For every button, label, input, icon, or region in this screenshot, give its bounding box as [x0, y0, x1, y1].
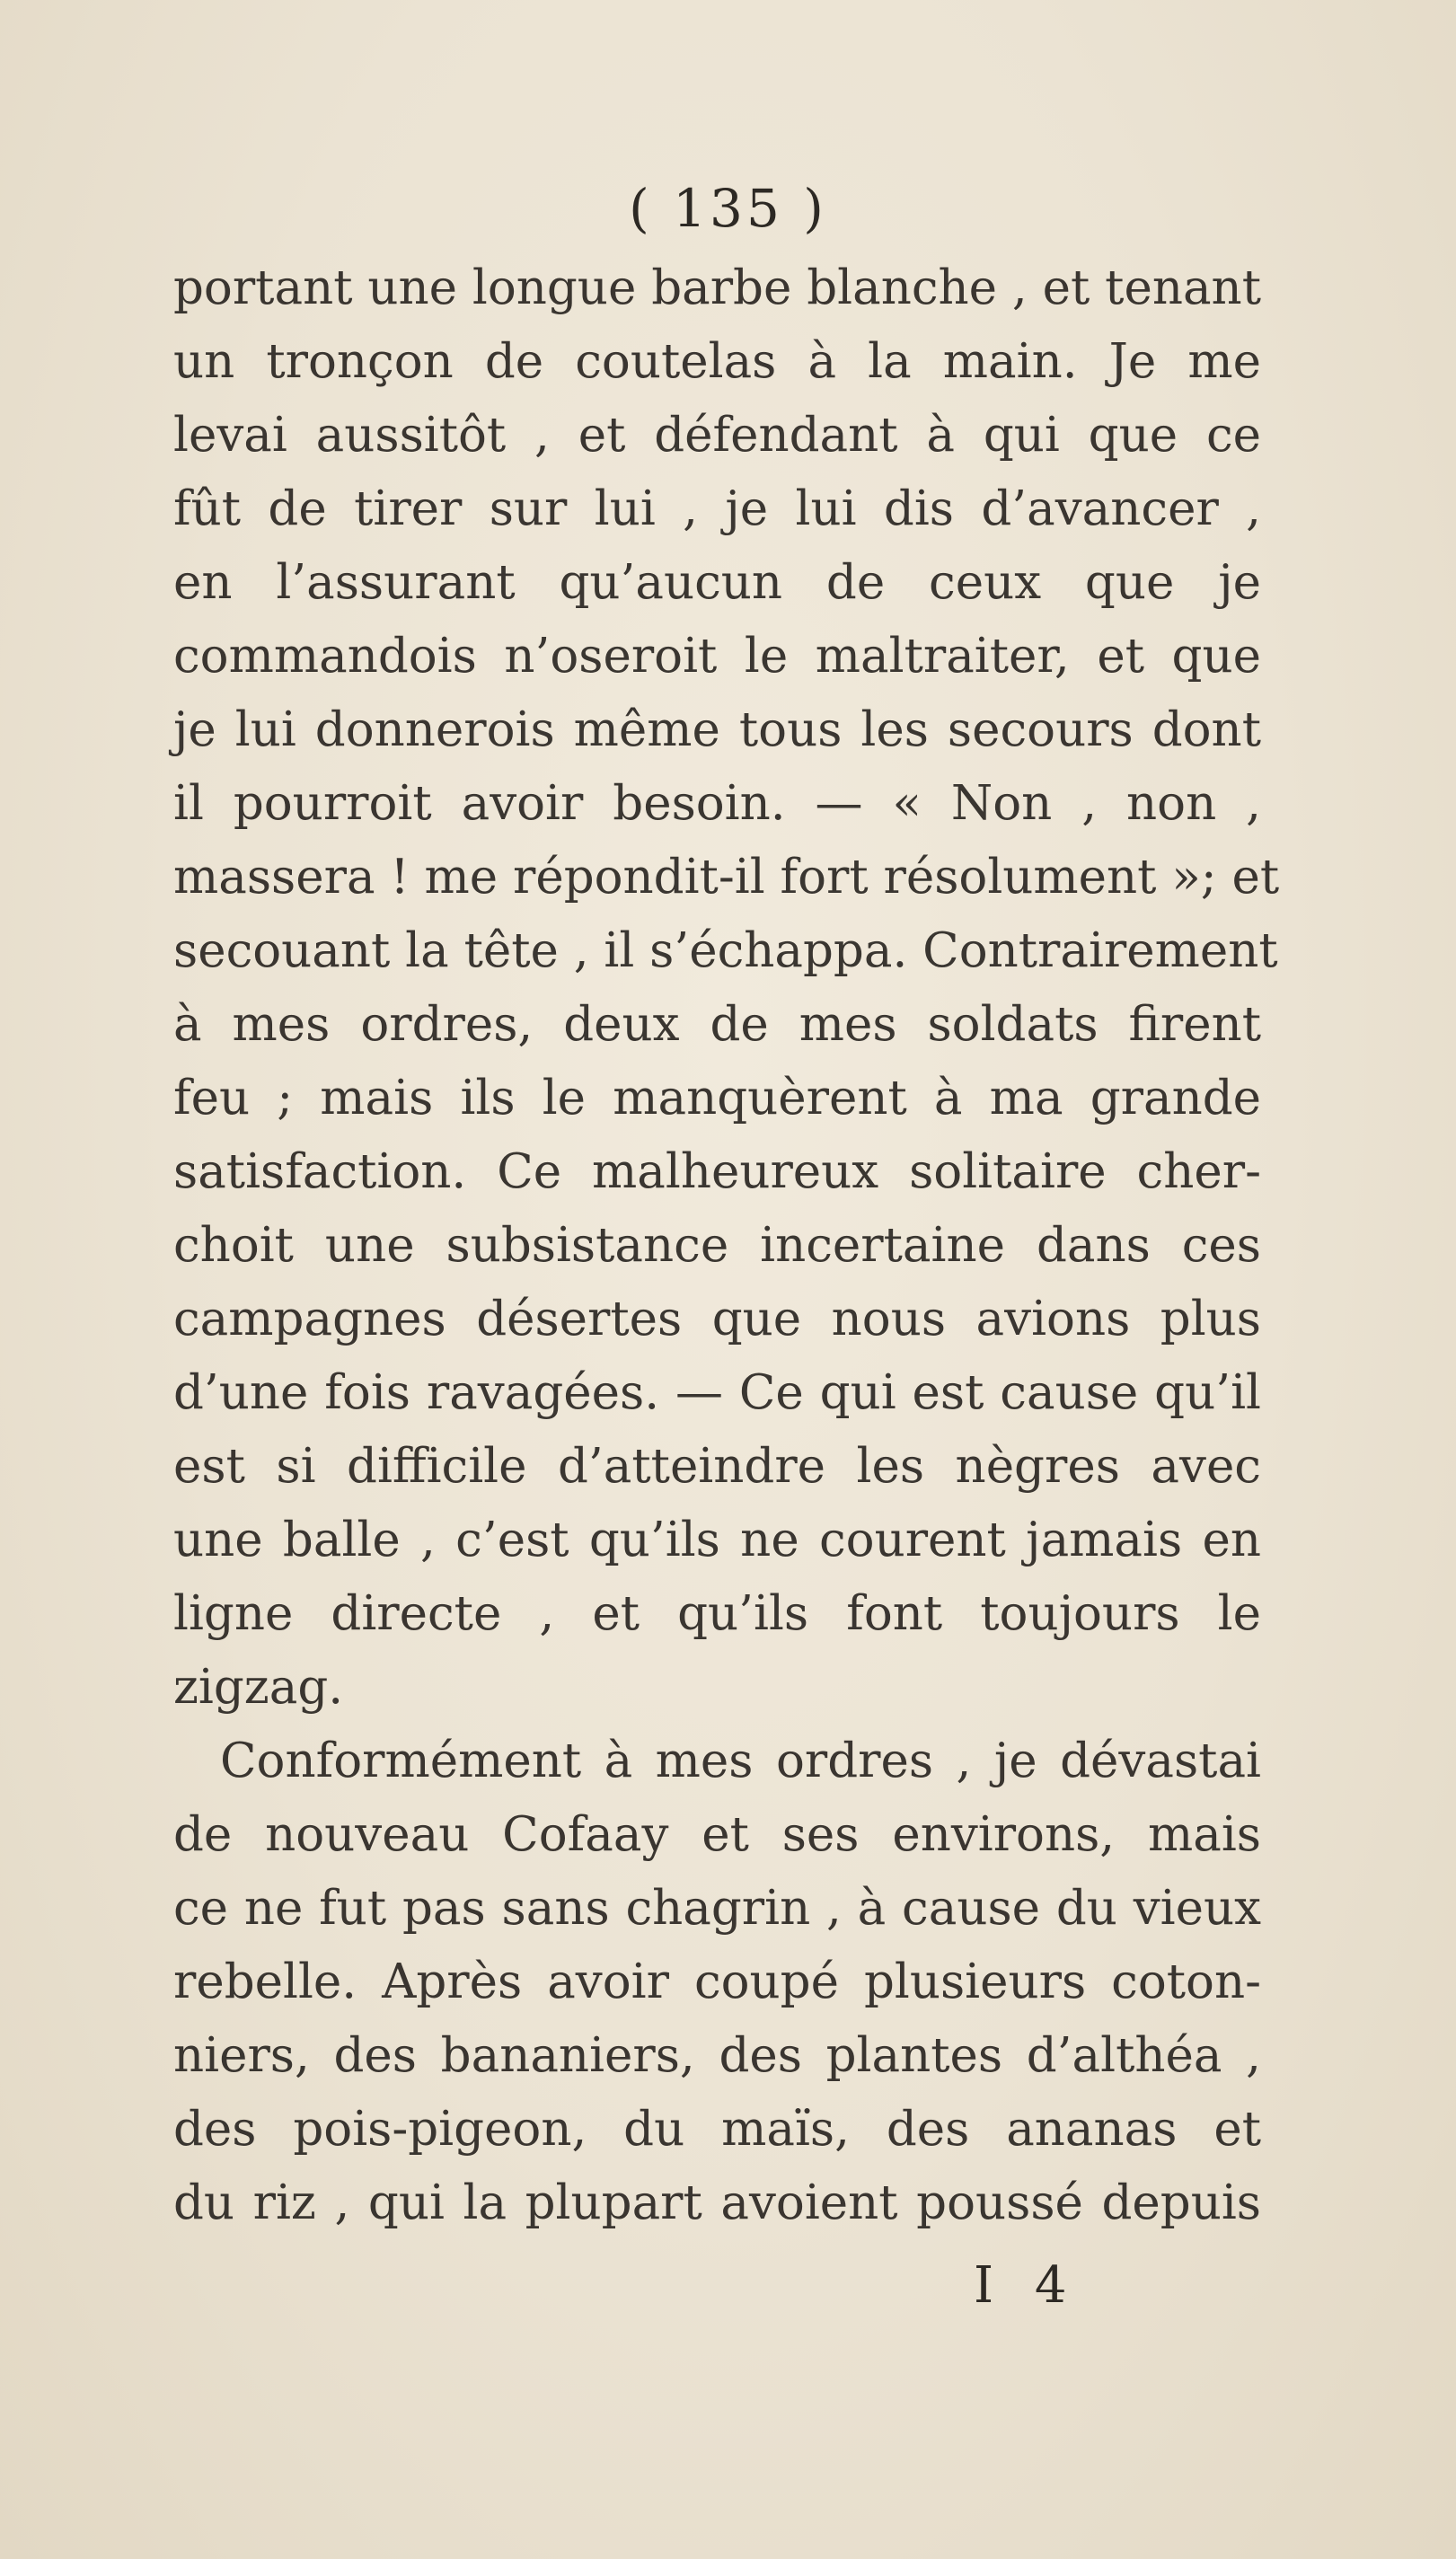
text-line: niers, des bananiers, des plantes d’althéa , [173, 2028, 1261, 2083]
text-line: ce ne fut pas sans chagrin , à cause du vieux [173, 1881, 1261, 1936]
text-line: il pourroit avoir besoin. — « Non , non , [173, 776, 1261, 831]
text-line: fût de tirer sur lui , je lui dis d’avancer , [173, 481, 1261, 536]
text-line: levai aussitôt , et défendant à qui que ce [173, 408, 1261, 463]
text-line: une balle , c’est qu’ils ne courent jamais en [173, 1513, 1261, 1567]
text-line: du riz , qui la plupart avoient poussé depuis [173, 2175, 1261, 2230]
text-line: un tronçon de coutelas à la main. Je me [173, 334, 1261, 389]
text-line: des pois-pigeon, du maïs, des ananas et [173, 2102, 1261, 2157]
text-line: satisfaction. Ce malheureux solitaire cher- [173, 1144, 1261, 1199]
signature-mark: I 4 [974, 2256, 1080, 2315]
text-line: secouant la tête , il s’échappa. Contrairement [173, 923, 1278, 978]
text-line: choit une subsistance incertaine dans ces [173, 1218, 1261, 1273]
text-line: campagnes désertes que nous avions plus [173, 1292, 1261, 1346]
text-line: massera ! me répondit-il fort résolument »; et [173, 850, 1280, 904]
text-line: rebelle. Après avoir coupé plusieurs coton- [173, 1955, 1261, 2009]
text-line: en l’assurant qu’aucun de ceux que je [173, 555, 1261, 610]
text-line: de nouveau Cofaay et ses environs, mais [173, 1807, 1261, 1862]
text-line: à mes ordres, deux de mes soldats firent [173, 997, 1261, 1052]
text-line: je lui donnerois même tous les secours dont [173, 702, 1261, 757]
text-block [173, 251, 1280, 2240]
text-line: Conformément à mes ordres , je dévastai [220, 1734, 1261, 1788]
text-line: d’une fois ravagées. — Ce qui est cause qu’il [173, 1365, 1261, 1420]
text-line: feu ; mais ils le manquèrent à ma grande [173, 1071, 1261, 1125]
text-line: commandois n’oseroit le maltraiter, et que [173, 629, 1261, 684]
text-line: ligne directe , et qu’ils font toujours le [173, 1586, 1261, 1641]
text-line: zigzag. [173, 1660, 344, 1715]
page-number: ( 135 ) [629, 178, 827, 239]
text-line: portant une longue barbe blanche , et tenant [173, 260, 1261, 315]
text-line: est si difficile d’atteindre les nègres avec [173, 1439, 1261, 1494]
